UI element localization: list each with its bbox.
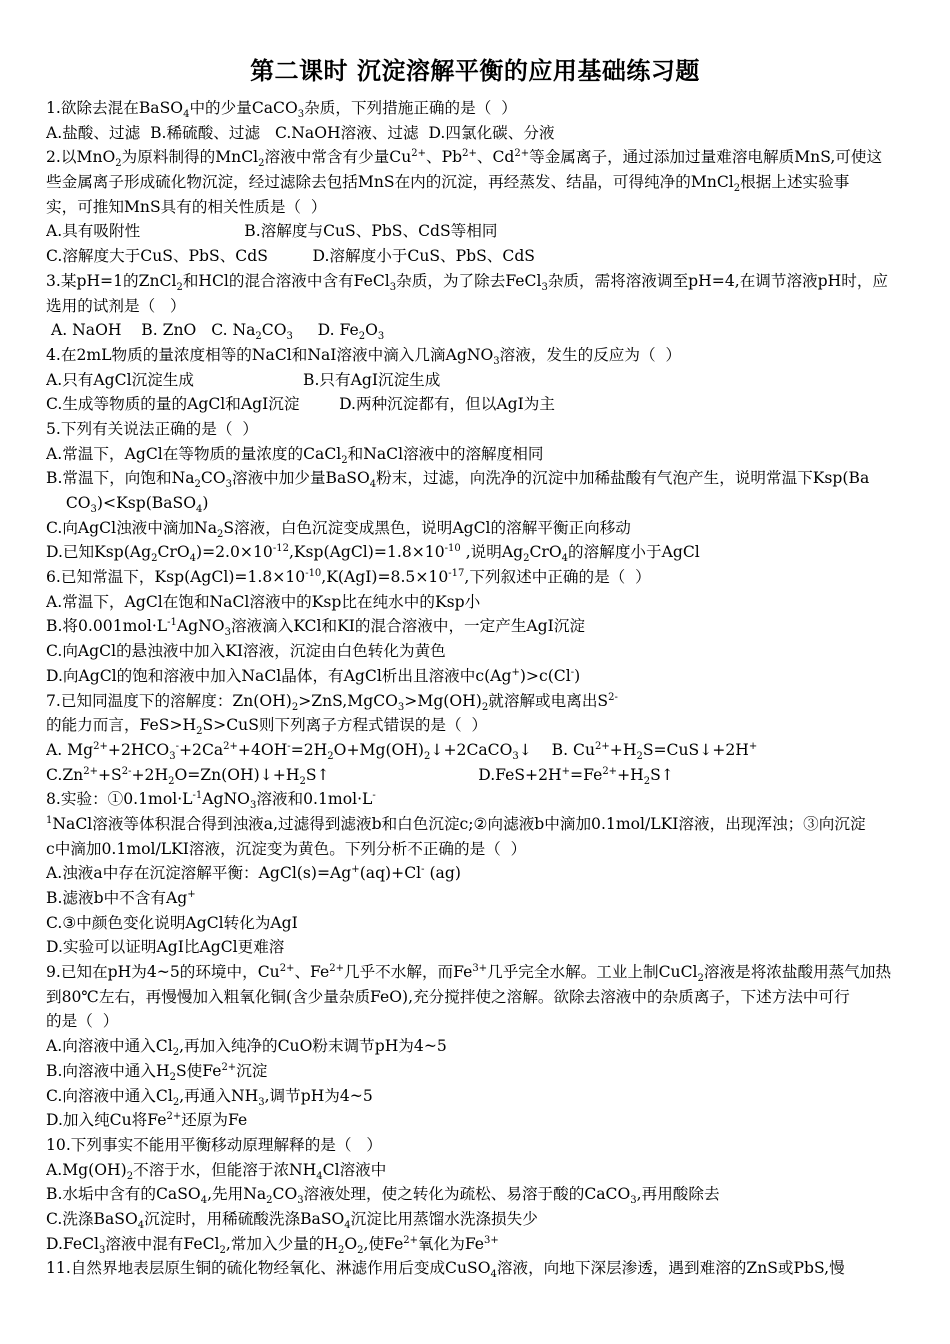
text-line: 8.实验：$①0.1mol\cdot L^{-1}AgNO_3$溶液和0.1mol·L- <box>46 790 376 812</box>
text-line: 选用的试剂是（ ） <box>46 296 186 315</box>
text-line: 的能力而言，$FeS>H_2S>CuS$则下列离子方程式错误的是（ ） <box>46 716 488 738</box>
text-line: C.溶解度大于CuS、PbS、CdS D.溶解度小于CuS、PbS、CdS <box>46 247 535 266</box>
text-line: A.浊液a中存在沉淀溶解平衡：AgCl(s)=Ag+(aq)+Cl- (ag) <box>46 864 461 883</box>
text-line: B.向溶液中通入$H_2S$使$Fe^{2+}$沉淀 <box>46 1061 268 1083</box>
text-line: A. NaOH B. ZnO C. $Na_2CO_3$ D. $Fe_2O_3$ <box>46 321 385 343</box>
text-line: A.常温下，AgCl在饱和NaCl溶液中的Ksp比在纯水中的Ksp小 <box>46 592 481 611</box>
text-line: C.洗涤BaSO$_4$沉淀时，用稀硫酸洗涤BaSO$_4$沉淀比用蒸馏水洗涤损失少 <box>46 1209 538 1232</box>
text-line: $C.Zn^{2+}+S^{2-}+2H_2O=Zn(OH)↓+H_2S↑$ $D.FeS+2H^+=Fe^{2+}+H_2S↑$ <box>46 765 674 787</box>
text-line: D.向AgCl的饱和溶液中加入NaCl晶体，有AgCl析出且溶液中c(Ag+)>c(Cl-) <box>46 666 581 685</box>
text-line: A.盐酸、过滤 B.稀硫酸、过滤 C.NaOH溶液、过滤 D.四氯化碳、分液 <box>46 123 555 142</box>
text-line: D.实验可以证明AgI比AgCl更难溶 <box>46 938 285 957</box>
text-line: 4.在2mL物质的量浓度相等的NaCl和NaI溶液中滴入几滴AgNO$_3$溶液，发生的反应为（ ） <box>46 345 682 367</box>
text-line: C.向溶液中通入$Cl_2$,再通入$NH_3$,调节pH为4~5 <box>46 1086 373 1108</box>
text-line: 11.自然界地表层原生铜的硫化物经氧化、淋滤作用后变成CuSO$_4$溶液，向地下深层渗透，遇到难溶的ZnS或PbS,慢 <box>46 1259 845 1281</box>
text-line: D.FeCl$_3$溶液中混有FeCl$_2$,常加入少量的$H_2O_2$,使$Fe^{2+}$氧化为$Fe^{3+}$ <box>46 1234 499 1256</box>
text-line: A. $Mg^{2+}+2HCO_3^-+2Ca^{2+}+4OH^-=2H_2O+Mg(OH)_2↓+2CaCO_3↓$ B. $Cu^{2+}+H_2S=CuS↓+2H^+$ <box>46 740 758 762</box>
text-line: C.向AgCl的悬浊液中加入KI溶液，沉淀由白色转化为黄色 <box>46 642 446 661</box>
text-line: B.滤液b中不含有Ag+ <box>46 888 196 907</box>
text-line: 的是（ ） <box>46 1012 119 1031</box>
text-line: $A.Mg(OH)_2$不溶于水，但能溶于浓$NH_4Cl$溶液中 <box>46 1160 387 1182</box>
page-title: 第二课时 沉淀溶解平衡的应用基础练习题 <box>250 57 700 85</box>
text-line: 5.下列有关说法正确的是（ ） <box>46 419 258 438</box>
text-line: A.具有吸附性 B.溶解度与CuS、PbS、CdS等相同 <box>46 222 498 241</box>
text-line: A.向溶液中通入$Cl_2$,再加入纯净的CuO粉末调节pH为4~5 <box>46 1037 447 1059</box>
text-line: $CO_3)<Ksp(BaSO_4)$ <box>46 494 209 516</box>
text-line: C.向AgCl浊液中滴加$Na_2S$溶液，白色沉淀变成黑色，说明AgCl的溶解平衡正向移动 <box>46 518 631 540</box>
text-line: 6.已知常温下，$Ksp(AgCl)=1.8\times 10^{-10},K(AgI)=8.5\times 10^{-17}$,下列叙述中正确的是（ ） <box>46 567 651 587</box>
text-line: B.常温下，向饱和$Na_2CO_3$溶液中加少量BaSO$_4$粉末，过滤，向洗净的沉淀中加稀盐酸有气泡产生，说明常温下Ksp(Ba <box>46 469 870 491</box>
text-line: C.生成等物质的量的AgCl和AgI沉淀 D.两种沉淀都有，但以AgI为主 <box>46 395 555 414</box>
text-line: B.水垢中含有的CaSO$_4$,先用$Na_2CO_3$溶液处理，使之转化为疏松、易溶于酸的CaCO$_3$,再用酸除去 <box>46 1185 720 1207</box>
question-list <box>46 96 906 1281</box>
text-line: 实，可推知MnS具有的相关性质是（ ） <box>46 197 327 216</box>
text-line: 9.已知在pH为4~5的环境中，$Cu^{2+}$、$Fe^{2+}$几乎不水解，而$Fe^{3+}$几乎完全水解。工业上制CuCl$_2$溶液是将浓盐酸用蒸气加热 <box>46 962 892 985</box>
text-line: A.只有AgCl沉淀生成 B.只有AgI沉淀生成 <box>46 370 441 389</box>
text-line: 10.下列事实不能用平衡移动原理解释的是（ ） <box>46 1135 382 1154</box>
text-line: B.将$0.001mol\cdot L^{-1}AgNO_3$溶液滴入KCl和KI的混合溶液中，一定产生AgI沉淀 <box>46 617 586 639</box>
text-line: 1.欲除去混在BaSO$_4$中的少量CaCO$_3$杂质，下列措施正确的是（ ） <box>46 99 517 121</box>
text-line: $^1$NaCl溶液等体积混合得到浊液a,过滤得到滤液b和白色沉淀c;②向滤液b中滴加0.1mol/LKI溶液，出现浑浊；③向沉淀 <box>46 814 866 833</box>
text-line: 些金属离子形成硫化物沉淀，经过滤除去包括MnS在内的沉淀，再经蒸发、结晶，可得纯净的MnCl$_2$根据上述实验事 <box>46 173 850 195</box>
text-line: 2.以MnO$_2$为原料制得的MnCl$_2$溶液中常含有少量$Cu^{2+}$、$Pb^{2+}$、$Cd^{2+}$等金属离子，通过添加过量难溶电解质MnS,可使这 <box>46 148 883 170</box>
text-line: D.加入纯Cu将$Fe^{2+}$还原为Fe <box>46 1111 248 1130</box>
text-line: A.常温下，AgCl在等物质的量浓度的CaCl$_2$和NaCl溶液中的溶解度相同 <box>46 444 544 466</box>
text-line: 到80℃左右，再慢慢加入粗氧化铜(含少量杂质FeO),充分搅拌使之溶解。欲除去溶液中的杂质离子，下述方法中可行 <box>46 987 850 1006</box>
text-line: c中滴加0.1mol/LKI溶液，沉淀变为黄色。下列分析不正确的是（ ） <box>46 839 527 858</box>
text-line: D.已知$Ksp(Ag_2CrO_4)=2.0\times 10^{-12},Ksp(AgCl)=1.8\times 10^{-10}$ ,说明$Ag_2CrO_4$的溶解度小于AgCl <box>46 543 700 565</box>
text-line: 3.某pH=1的ZnCl$_2$和HCl的混合溶液中含有FeCl$_3$杂质，为了除去FeCl$_3$杂质，需将溶液调至pH=4,在调节溶液pH时，应 <box>46 271 889 293</box>
text-line: C.③中颜色变化说明AgCl转化为AgI <box>46 913 298 932</box>
text-line: 7.已知同温度下的溶解度：$Zn(OH)_2>ZnS,MgCO_3>Mg(OH)_2$就溶解或电离出$S^{2-}$ <box>46 691 618 713</box>
